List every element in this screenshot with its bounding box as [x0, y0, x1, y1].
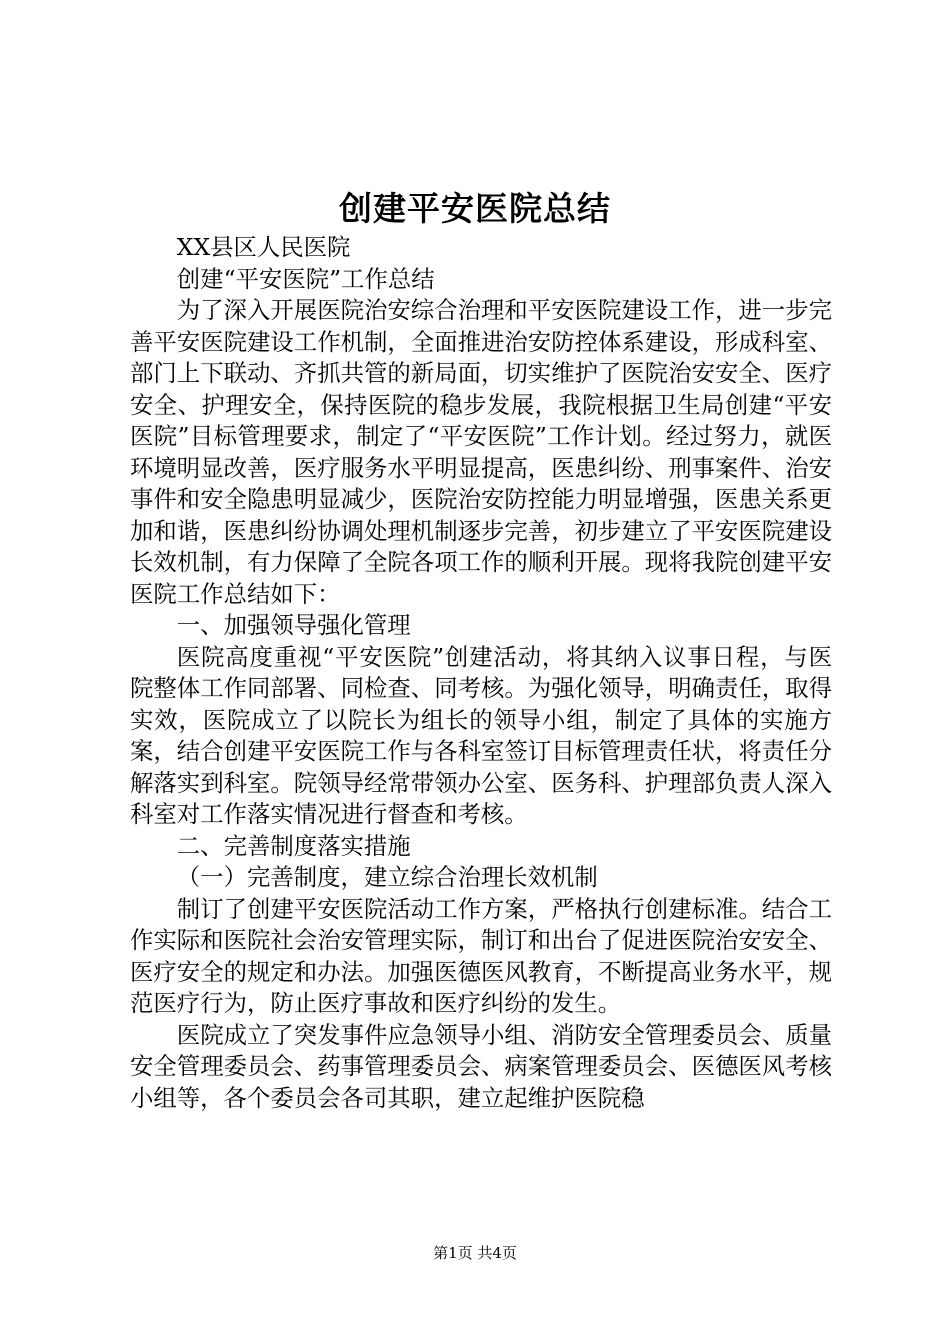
paragraph-committees: 医院成立了突发事件应急领导小组、消防安全管理委员会、质量安全管理委员会、药事管理委员会、病案管理委员会、医德医风考核小组等，各个委员会各司其职，建立起维护医院稳: [130, 1020, 832, 1112]
paragraph-subtitle: 创建“平安医院”工作总结: [176, 264, 435, 293]
paragraph-mechanism: 制订了创建平安医院活动工作方案，严格执行创建标准。结合工作实际和医院社会治安管理实际，制订和出台了促进医院治安安全、医疗安全的规定和办法。加强医德医风教育，不断提高业务水平，规范医疗行为，防止医疗事故和医疗纠纷的发生。: [130, 894, 832, 1017]
section-heading-leadership: 一、加强领导强化管理: [176, 611, 411, 639]
paragraph-leadership: 医院高度重视“平安医院”创建活动，将其纳入议事日程，与医院整体工作同部署、同检查、同考核。为强化领导，明确责任，取得实效，医院成立了以院长为组长的领导小组，制定了具体的实施方案，结合创建平安医院工作与各科室签订目标管理责任状，将责任分解落实到科室。院领导经常带领办公室、医务科、护理部负责人深入科室对工作落实情况进行督查和考核。: [130, 642, 832, 828]
document-title: 创建平安医院总结: [339, 189, 611, 228]
page-footer: 第1页 共4页: [433, 1244, 517, 1262]
document-body: [130, 232, 832, 1114]
section-heading-system: 二、完善制度落实措施: [176, 831, 411, 860]
paragraph-introduction: 为了深入开展医院治安综合治理和平安医院建设工作，进一步完善平安医院建设工作机制，全面推进治安防控体系建设，形成科室、部门上下联动、齐抓共管的新局面，切实维护了医院治安安全、医疗安全、护理安全，保持医院的稳步发展，我院根据卫生局创建“平安医院”目标管理要求，制定了“平安医院”工作计划。经过努力，就医环境明显改善，医疗服务水平明显提高，医患纠纷、刑事案件、治安事件和安全隐患明显减少，医院治安防控能力明显增强，医患关系更加和谐，医患纠纷协调处理机制逐步完善，初步建立了平安医院建设长效机制，有力保障了全院各项工作的顺利开展。现将我院创建平安医院工作总结如下：: [130, 296, 832, 608]
paragraph-hospital-name: XX县区人民医院: [176, 233, 351, 261]
subsection-heading-mechanism: （一）完善制度，建立综合治理长效机制: [176, 863, 598, 891]
